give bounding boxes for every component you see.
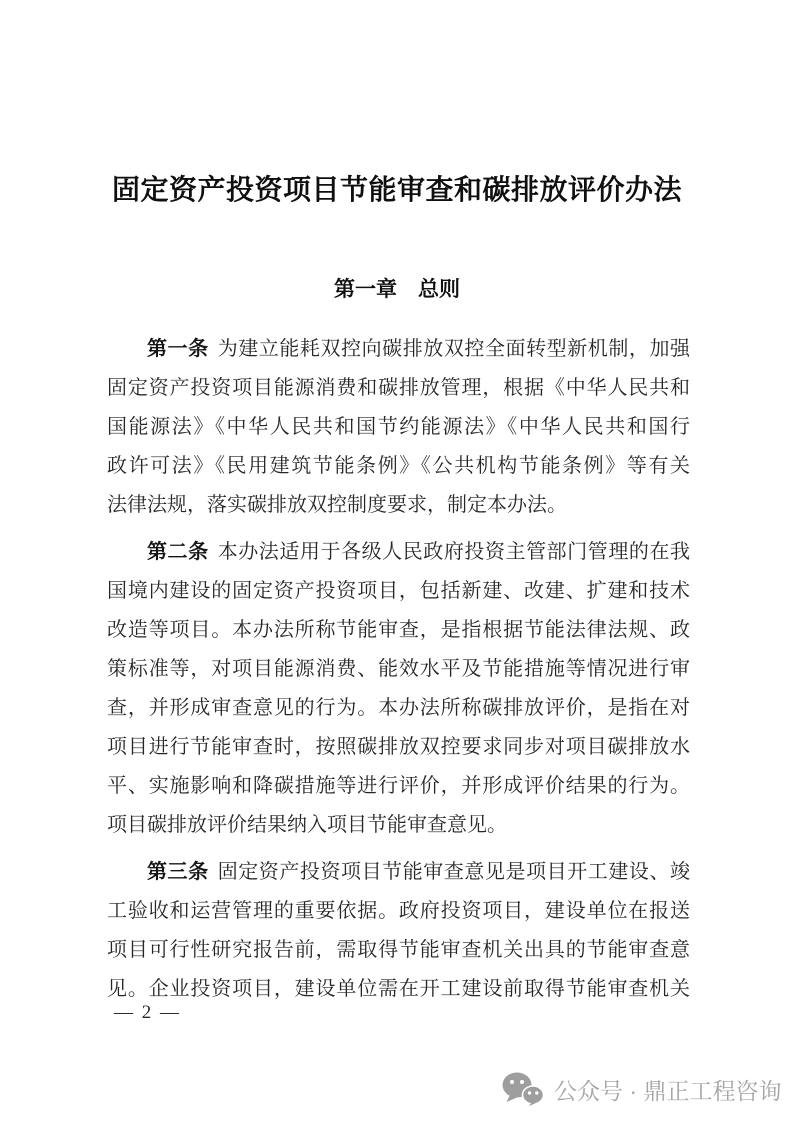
page-number: — 2 — [114, 1002, 181, 1023]
body-line: 改造等项目。本办法所称节能审查，是指根据节能法律法规、政 [107, 619, 690, 641]
body-line: 国境内建设的固定资产投资项目，包括新建、改建、扩建和技术 [107, 580, 690, 602]
body-line-text: 本办法适用于各级人民政府投资主管部门管理的在我 [217, 541, 690, 563]
body-line: 固定资产投资项目能源消费和碳排放管理，根据《中华人民共和 [107, 377, 690, 399]
chapter-name: 总则 [418, 278, 460, 301]
document-body [107, 330, 690, 1017]
paragraph-article-3 [107, 853, 690, 1009]
body-line: 见。企业投资项目，建设单位需在开工建设前取得节能审查机关 [107, 978, 690, 1000]
body-line [107, 330, 690, 369]
paragraph-article-1 [107, 330, 690, 525]
wechat-footer [502, 1072, 781, 1106]
body-line: 国能源法》《中华人民共和国节约能源法》《中华人民共和国行 [107, 416, 690, 438]
body-line-text: 固定资产投资项目节能审查意见是项目开工建设、竣 [217, 861, 690, 883]
paragraph-article-2 [107, 533, 690, 845]
body-line [107, 533, 690, 572]
article-label: 第一条 [147, 338, 209, 360]
footer-text: 公众号 · 鼎正工程咨询 [554, 1077, 782, 1104]
body-line: 项目进行节能审查时，按照碳排放双控要求同步对项目碳排放水 [107, 736, 690, 758]
body-line: 项目可行性研究报告前，需取得节能审查机关出具的节能审查意 [107, 939, 690, 961]
body-line: 法律法规，落实碳排放双控制度要求，制定本办法。 [107, 494, 567, 516]
body-line: 工验收和运营管理的重要依据。政府投资项目，建设单位在报送 [107, 900, 690, 922]
body-line: 平、实施影响和降碳措施等进行评价，并形成评价结果的行为。 [107, 775, 690, 797]
chapter-number: 第一章 [334, 278, 397, 301]
body-line: 查，并形成审查意见的行为。本办法所称碳排放评价，是指在对 [107, 697, 690, 719]
body-line: 策标准等，对项目能源消费、能效水平及节能措施等情况进行审 [107, 658, 690, 680]
wechat-icon [502, 1072, 544, 1106]
body-line-text: 为建立能耗双控向碳排放双控全面转型新机制，加强 [217, 338, 690, 360]
article-label: 第二条 [147, 541, 209, 563]
body-line: 项目碳排放评价结果纳入项目节能审查意见。 [107, 814, 507, 836]
body-line: 政许可法》《民用建筑节能条例》《公共机构节能条例》等有关 [107, 455, 690, 477]
body-line [107, 853, 690, 892]
document-title: 固定资产投资项目节能审查和碳排放评价办法 [111, 175, 682, 206]
article-label: 第三条 [147, 861, 209, 883]
chapter-heading [0, 273, 794, 303]
